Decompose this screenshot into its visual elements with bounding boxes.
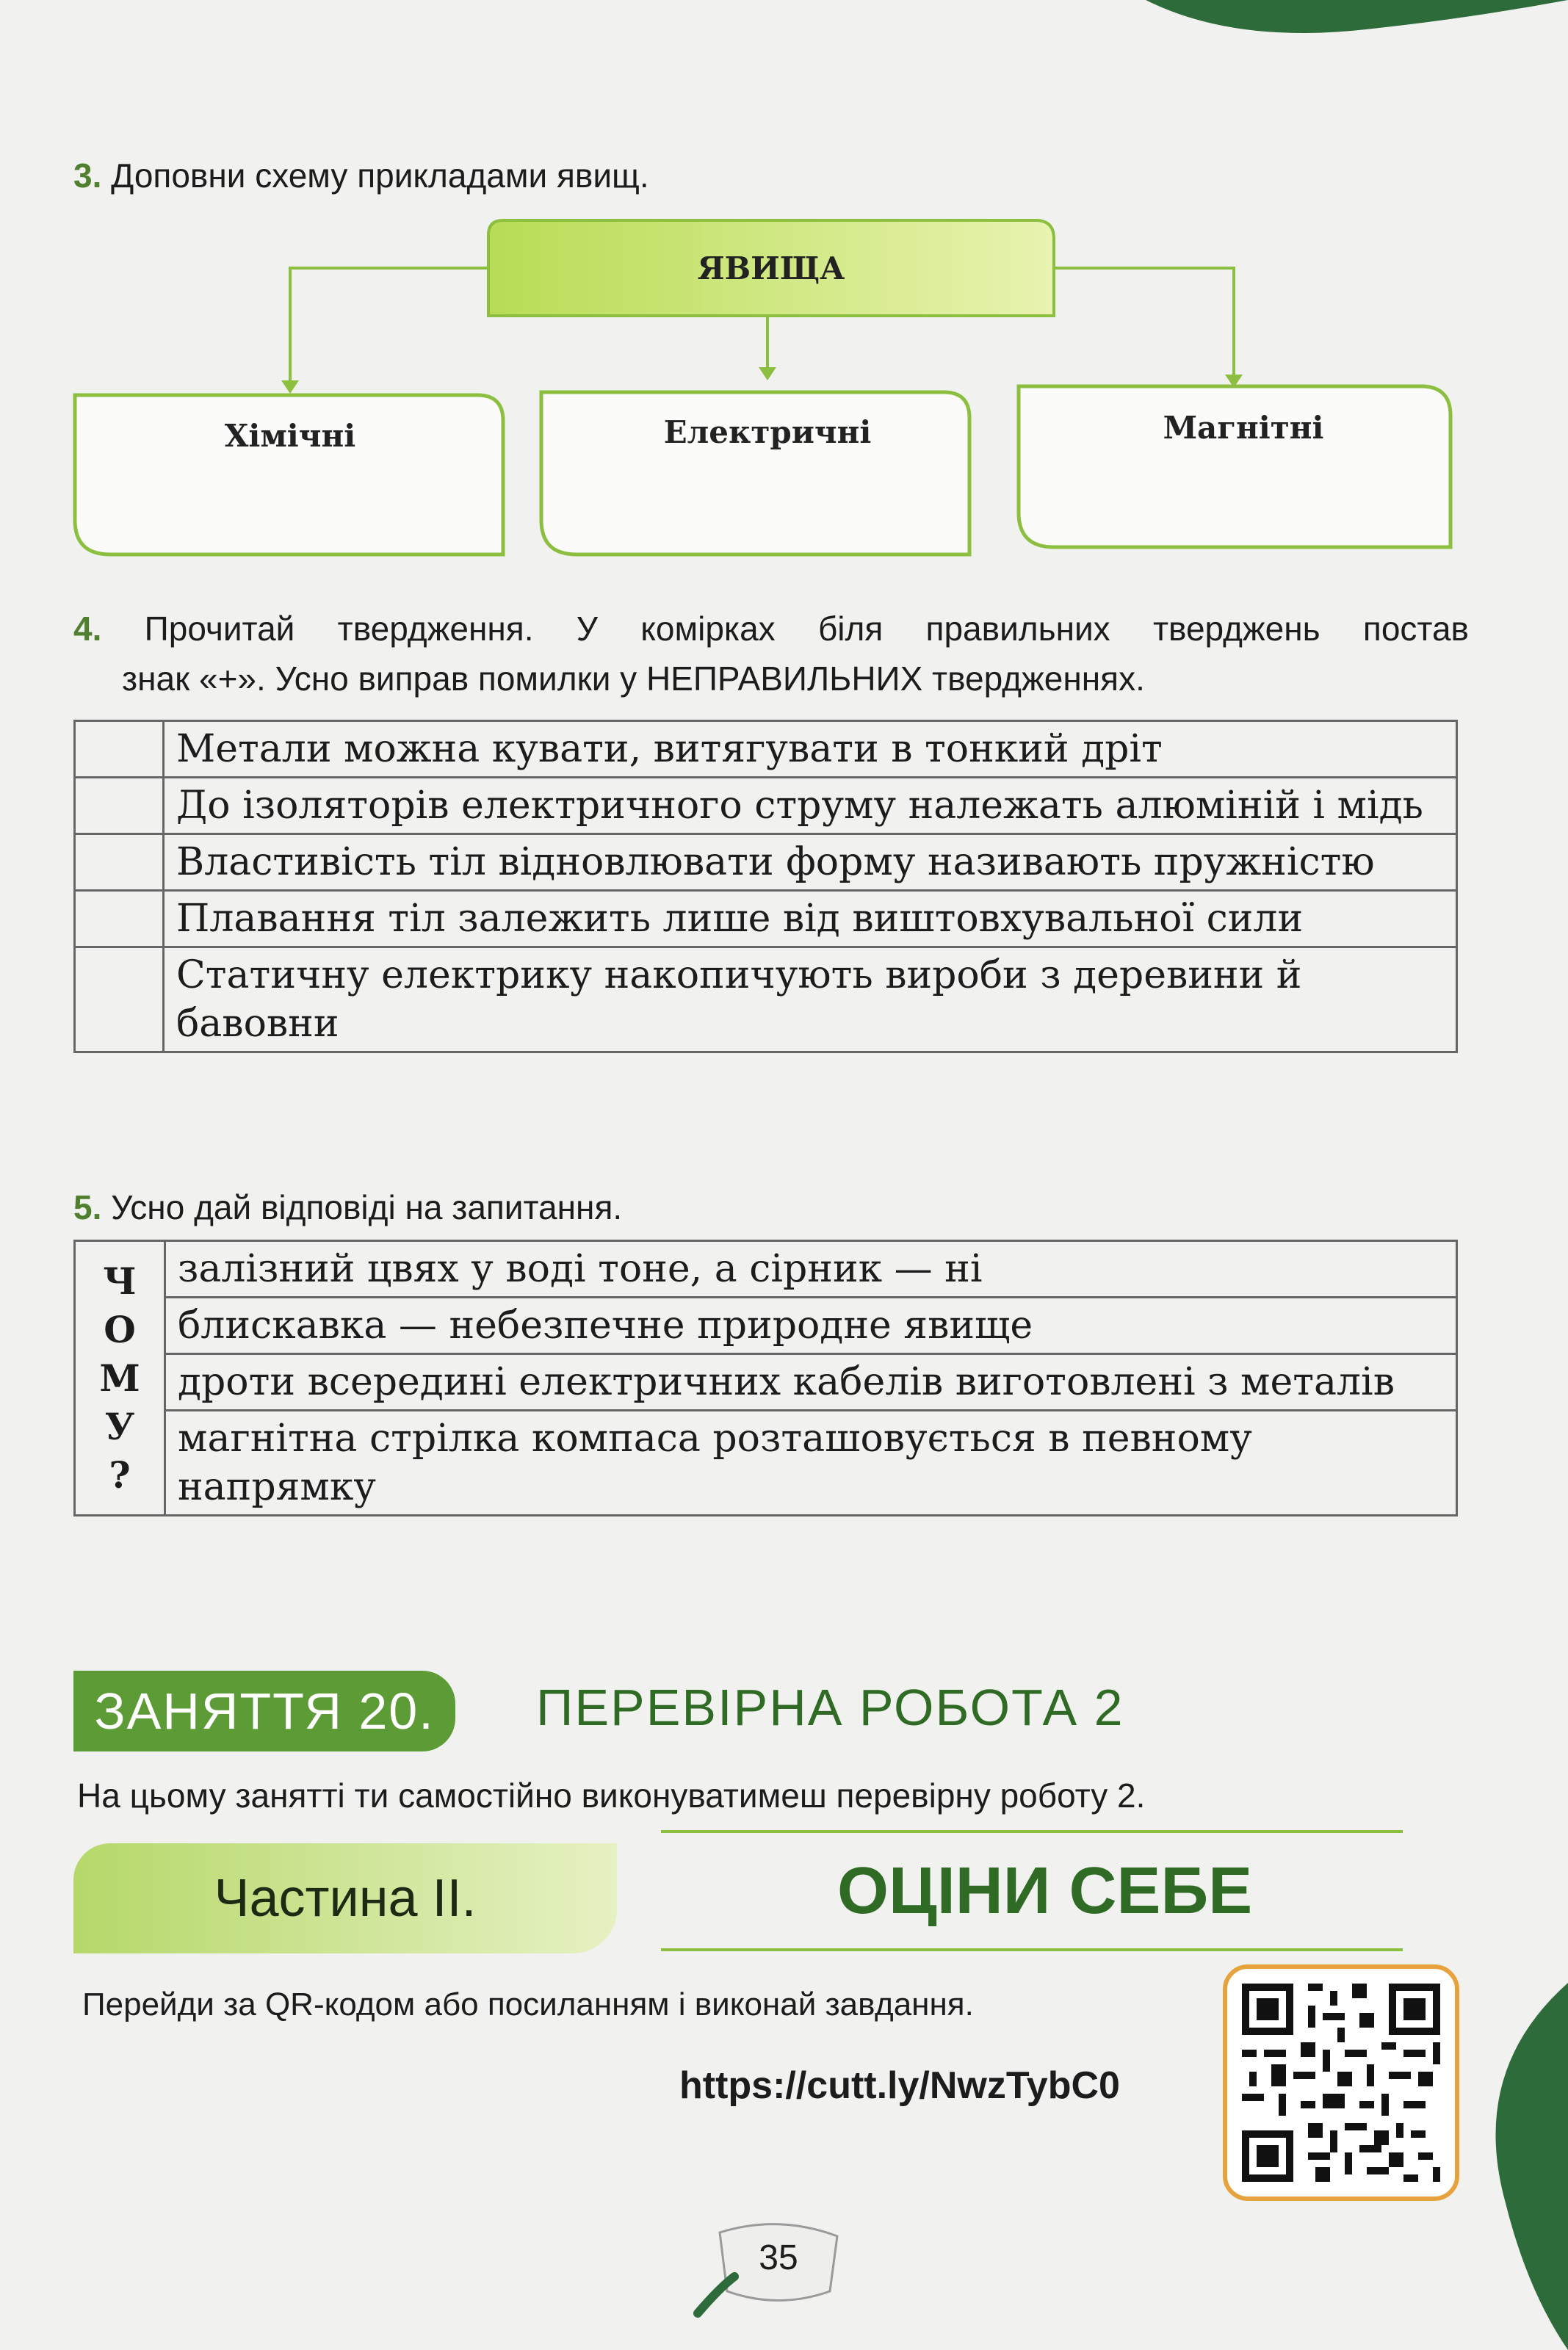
answer-cell-3[interactable] [75,834,164,891]
answer-cell-5[interactable] [75,947,164,1052]
answer-cell-1[interactable] [75,721,164,778]
part-instruction: Перейди за QR-кодом або посиланням і виконай завдання. [82,1986,974,2022]
qr-code-icon [1242,1984,1440,2182]
table-row [75,891,1457,947]
task-4-line-1: Прочитай твердження. У комірках біля правильних тверджень постав [144,610,1469,648]
table-row [75,1354,1457,1411]
corner-decoration-top [1102,0,1568,59]
table-row [75,721,1457,778]
question-1: залізний цвях у воді тоне, а сірник — ні [165,1241,1457,1298]
why-letter: М [99,1356,140,1400]
task-4-line-2: знак «+». Усно виправ помилки у НЕПРАВИЛЬНИХ твердженнях. [122,659,1145,698]
why-letter: Ч [103,1259,137,1303]
task-3-prompt [73,151,649,200]
lesson-title: ПЕРЕВІРНА РОБОТА 2 [536,1679,1124,1736]
box-chemical-label: Хімічні [224,418,356,454]
answer-cell-4[interactable] [75,891,164,947]
why-letter: ? [109,1453,131,1497]
root-label: ЯВИЩА [697,250,845,286]
self-assessment-heading: ОЦІНИ СЕБЕ [837,1854,1253,1928]
box-electrical-label: Електричні [663,414,872,450]
why-column [75,1241,165,1516]
task-4-number: 4. [73,610,102,648]
task-3-number: 3. [73,156,102,195]
task-4-prompt [73,604,1469,704]
task-5-text: Усно дай відповіді на запитання. [111,1188,623,1226]
table-row [75,1411,1457,1516]
why-letter: У [104,1404,135,1448]
answer-cell-2[interactable] [75,778,164,834]
statement-5: Статичну електрику накопичують вироби з деревини й бавовни [164,947,1457,1052]
heading-divider-top [661,1830,1403,1833]
page-number: 35 [759,2238,798,2277]
question-2: блискавка — небезпечне природне явище [165,1298,1457,1354]
table-row [75,1298,1457,1354]
question-3: дроти всередині електричних кабелів виготовлені з металів [165,1354,1457,1411]
why-letter: О [104,1307,136,1351]
table-row [75,778,1457,834]
assignment-link[interactable]: https://cutt.ly/NwzTybC0 [679,2064,1120,2107]
box-magnetic-label: Магнітні [1163,410,1324,446]
statement-3: Властивість тіл відновлювати форму називають пружністю [164,834,1457,891]
question-4: магнітна стрілка компаса розташовується в певному напрямку [165,1411,1457,1516]
heading-divider-bottom [661,1948,1403,1951]
table-row [75,834,1457,891]
part-label: Частина ІІ. [214,1869,477,1928]
table-row [75,947,1457,1052]
task-5-number: 5. [73,1188,102,1226]
statement-1: Метали можна кувати, витягувати в тонкий дріт [164,721,1457,778]
statements-table [73,720,1458,1053]
statement-4: Плавання тіл залежить лише від виштовхувальної сили [164,891,1457,947]
phenomena-diagram [66,213,1462,573]
lesson-label: ЗАНЯТТЯ 20. [73,1671,455,1751]
why-questions-table [73,1240,1458,1516]
task-3-text: Доповни схему прикладами явищ. [111,156,649,195]
statement-2: До ізоляторів електричного струму належать алюміній і мідь [164,778,1457,834]
qr-code[interactable] [1223,1964,1459,2201]
lesson-description: На цьому занятті ти самостійно виконуватимеш перевірну роботу 2. [77,1776,1146,1815]
task-5-prompt [73,1182,622,1232]
table-row [75,1241,1457,1298]
